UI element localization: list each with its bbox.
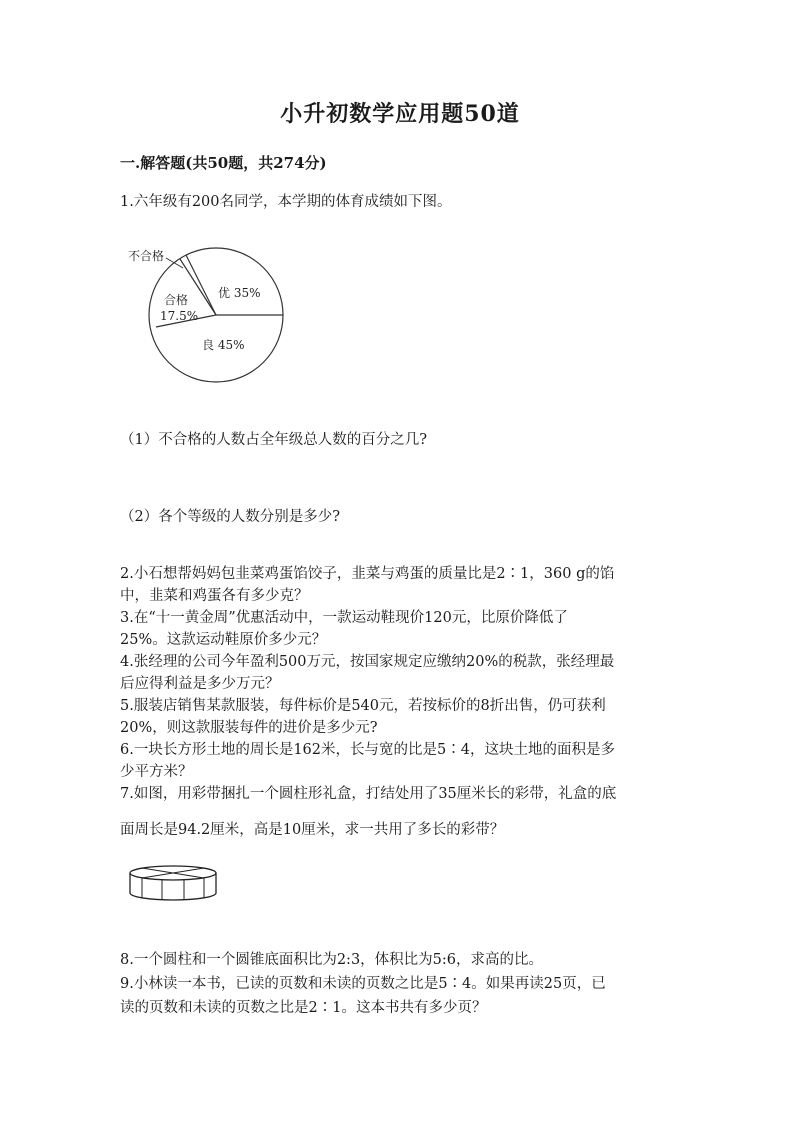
question-line: 9.小林读一本书，已读的页数和未读的页数之比是5∶4。如果再读25页，已 xyxy=(120,976,606,992)
pie-divider-upper xyxy=(186,255,216,315)
question-line: 8.一个圆柱和一个圆锥底面积比为2:3，体积比为5:6，求高的比。 xyxy=(120,952,544,968)
cylinder-svg xyxy=(128,862,223,907)
question-line: 7.如图，用彩带捆扎一个圆柱形礼盒，打结处用了35厘米长的彩带，礼盒的底 xyxy=(120,786,617,802)
question-line: 2.小石想帮妈妈包韭菜鸡蛋馅饺子，韭菜与鸡蛋的质量比是2∶1，360 g的馅 xyxy=(120,566,615,582)
question-line: 4.张经理的公司今年盈利500万元，按国家规定应缴纳20%的税款，张经理最 xyxy=(120,654,615,670)
section-heading: 一.解答题(共50题，共274分) xyxy=(120,154,327,172)
pie-label-excellent: 优 35% xyxy=(218,286,261,300)
grade-pie-chart xyxy=(126,240,296,390)
page-title: 小升初数学应用题50道 xyxy=(280,101,520,127)
pie-label-pass-pct: 17.5% xyxy=(160,309,199,323)
question-1-stem: 1.六年级有200名同学，本学期的体育成绩如下图。 xyxy=(120,194,452,210)
cylinder-gift-box-figure xyxy=(128,862,223,907)
question-line: 读的页数和未读的页数之比是2∶1。这本书共有多少页？ xyxy=(120,1000,487,1016)
question-line: 3.在“十一黄金周”优惠活动中，一款运动鞋现价120元，比原价降低了 xyxy=(120,610,568,626)
pie-label-fail: 不合格 xyxy=(128,249,165,263)
question-line: 5.服装店销售某款服装，每件标价是540元，若按标价的8折出售，仍可获利 xyxy=(120,698,606,714)
question-line: 少平方米？ xyxy=(120,764,193,780)
question-1-sub-1: （1）不合格的人数占全年级总人数的百分之几? xyxy=(120,432,427,448)
question-line: 25%。这款运动鞋原价多少元？ xyxy=(120,632,327,648)
cylinder-bottom xyxy=(130,893,216,900)
pie-svg xyxy=(126,240,296,390)
question-line: 中，韭菜和鸡蛋各有多少克？ xyxy=(120,588,309,604)
question-7-continued: 面周长是94.2厘米，高是10厘米，求一共用了多长的彩带？ xyxy=(120,822,505,838)
pie-label-pass: 合格 xyxy=(164,293,189,307)
pie-label-good: 良 45% xyxy=(202,338,245,352)
question-line: 20%，则这款服装每件的进价是多少元? xyxy=(120,720,378,736)
question-line: 6.一块长方形土地的周长是162米，长与宽的比是5∶4，这块土地的面积是多 xyxy=(120,742,615,758)
question-line: 后应得利益是多少万元？ xyxy=(120,676,280,692)
question-1-sub-2: （2）各个等级的人数分别是多少? xyxy=(120,509,340,525)
